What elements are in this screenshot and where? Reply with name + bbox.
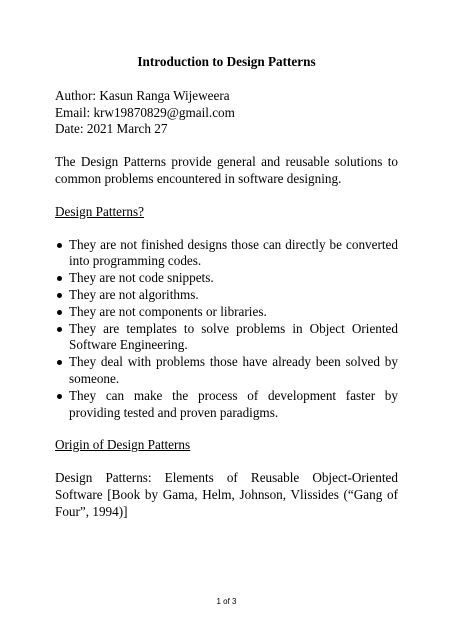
bullet-icon: [57, 360, 62, 365]
document-title: Introduction to Design Patterns: [137, 54, 316, 69]
bullet-icon: [57, 243, 62, 248]
list-item: [55, 270, 398, 287]
page-number-footer: 1 of 3: [216, 597, 237, 606]
origin-paragraph: Design Patterns: Elements of Reusable Object-Oriented Software [Book by Gama, Helm, Johnson, Vlissides (“Gang of Four”, 1994)]: [55, 470, 398, 519]
list-item: [55, 321, 398, 355]
list-item-text: They are not code snippets.: [69, 270, 214, 286]
list-item: [55, 287, 398, 304]
bullet-icon: [57, 276, 62, 281]
bullet-icon: [57, 293, 62, 298]
document-metadata: [55, 88, 398, 138]
list-item-text: They deal with problems those have already been solved by someone.: [69, 354, 398, 386]
list-item: [55, 304, 398, 321]
list-item-text: They are not algorithms.: [69, 286, 199, 302]
bullet-icon: [57, 327, 62, 332]
list-item: [55, 354, 398, 388]
list-item-text: They can make the process of development faster by providing tested and proven paradigms.: [69, 387, 398, 420]
list-item-text: They are not components or libraries.: [69, 303, 267, 319]
list-item: [55, 237, 398, 271]
bullet-icon: [57, 394, 62, 399]
author-line: Author: Kasun Ranga Wijeweera: [55, 87, 230, 103]
list-item: [55, 388, 398, 422]
email-line: Email: krw19870829@gmail.com: [55, 104, 235, 120]
bullet-list: [55, 237, 398, 422]
date-line: Date: 2021 March 27: [55, 121, 168, 137]
section-heading-origin: Origin of Design Patterns: [55, 437, 191, 453]
list-item-text: They are templates to solve problems in Object Oriented Software Engineering.: [69, 320, 398, 353]
page-content: [55, 54, 398, 537]
section-heading-design-patterns: Design Patterns?: [55, 203, 144, 219]
intro-paragraph: The Design Patterns provide general and reusable solutions to common problems encountered in software designing.: [55, 154, 398, 186]
bullet-icon: [57, 310, 62, 315]
list-item-text: They are not finished designs those can directly be converted into programming codes.: [69, 236, 398, 269]
